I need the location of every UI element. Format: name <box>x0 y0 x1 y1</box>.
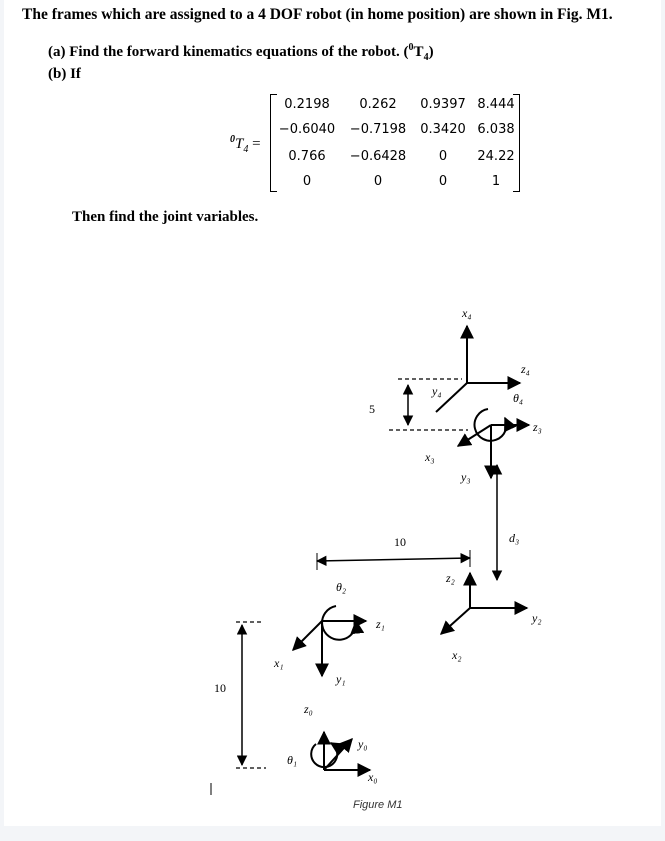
matrix-cell: 8.444 <box>477 97 515 112</box>
matrix-cell: 0.3420 <box>420 122 466 137</box>
x1-axis <box>293 621 322 650</box>
label-y3: y₃ <box>461 470 471 484</box>
dim-10-vertical-value: 10 <box>214 681 226 695</box>
question-a-close: ) <box>428 44 434 60</box>
label-z2: z₂ <box>446 571 455 585</box>
label-theta1: θ₁ <box>287 753 298 767</box>
label-z0: z₀ <box>304 702 313 716</box>
label-z1: z₁ <box>376 617 385 631</box>
question-a-subscript: 4 <box>423 52 429 63</box>
matrix-cell: 6.038 <box>477 122 515 137</box>
lhs-T: T <box>235 136 244 152</box>
matrix-cell: 0 <box>438 149 448 164</box>
label-x3: x₃ <box>425 450 435 464</box>
matrix-cell: 0.766 <box>288 149 326 164</box>
label-x2: x₂ <box>452 648 462 662</box>
frame-4-axes <box>436 326 520 412</box>
theta2-rotation-arrow <box>322 606 356 640</box>
label-theta4: θ₄ <box>513 391 524 405</box>
figure-caption: Figure M1 <box>353 799 403 811</box>
dim-10-horizontal-arrow <box>317 558 470 561</box>
dim-10-horizontal-value: 10 <box>394 535 406 549</box>
question-a-superscript: 0 <box>408 42 414 53</box>
matrix-cell: 0 <box>438 174 448 189</box>
dim-10-vertical-guides <box>236 622 266 768</box>
question-a-T: T <box>413 44 424 60</box>
question-a-text: (a) Find the forward kinematics equations of the robot. ( <box>48 44 409 60</box>
label-x0: x₀ <box>368 770 378 784</box>
matrix-cell: −0.6428 <box>349 149 407 164</box>
problem-title: The frames which are assigned to a 4 DOF robot (in home position) are shown in Fig. M1. <box>22 6 613 23</box>
label-y0: y₀ <box>358 737 368 751</box>
matrix-cell: 0 <box>302 174 312 189</box>
lhs-superscript: 0 <box>230 134 235 145</box>
dim-5-value: 5 <box>369 402 375 416</box>
label-y4: y₄ <box>432 384 442 398</box>
matrix-cell: 0 <box>373 174 383 189</box>
matrix-cell: 24.22 <box>477 149 515 164</box>
matrix-cell: 0.262 <box>359 97 397 112</box>
lhs-equals: = <box>252 136 261 152</box>
matrix-cell: −0.7198 <box>349 122 407 137</box>
matrix-cell: −0.6040 <box>278 122 336 137</box>
question-b: (b) If <box>48 66 81 82</box>
label-z4: z₄ <box>521 362 530 376</box>
label-x1: x₁ <box>274 656 284 670</box>
dim-5-guides <box>389 379 468 430</box>
frame-1-axes <box>293 606 366 676</box>
matrix-cell: 0.9397 <box>420 97 466 112</box>
label-d3: d₃ <box>509 531 520 545</box>
label-z3: z₃ <box>533 420 542 434</box>
matrix-cell: 0.2198 <box>284 97 330 112</box>
label-y2: y₂ <box>532 611 542 625</box>
frame-3-axes <box>458 409 529 478</box>
lhs-subscript: 4 <box>243 144 249 155</box>
label-theta2: θ₂ <box>336 580 347 594</box>
label-y1: y₁ <box>336 672 346 686</box>
then-text: Then find the joint variables. <box>72 209 259 225</box>
label-x4: x₄ <box>462 306 472 320</box>
matrix-cell: 1 <box>491 174 501 189</box>
x2-axis <box>441 608 470 634</box>
